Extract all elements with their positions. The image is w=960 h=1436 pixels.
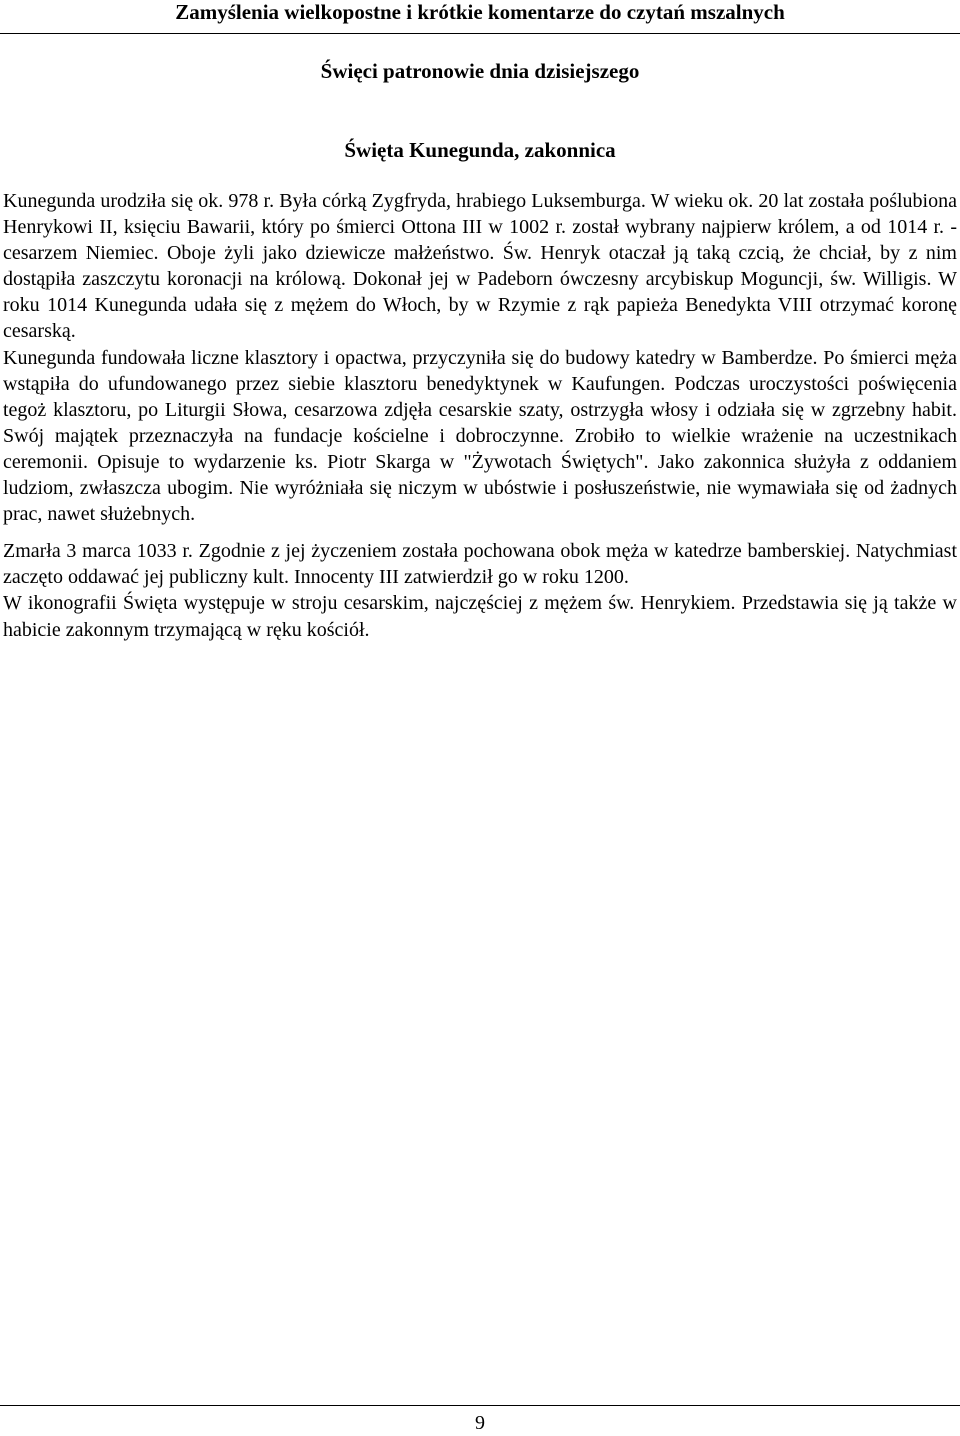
page-header: [0, 0, 960, 34]
page-number: 9: [475, 1412, 485, 1434]
paragraph-life: Kunegunda urodziła się ok. 978 r. Była córką Zygfryda, hrabiego Luksemburga. W wieku ok. 20 lat została poślubiona Henrykowi II, księciu Bawarii, który po śmierci Ottona III w 1002 r. został wybrany najpierw królem, a od 1014 r. - cesarzem Niemiec. Oboje żyli jako dziewicze małżeństwo. Św. Henryk otaczał ją taką czcią, że chciał, by z nim dostąpiła zaszczytu koronacji na królową. Dokonał jej w Padeborn ówczesny arcybiskup Moguncji, św. Willigis. W roku 1014 Kunegunda udała się z mężem do Włoch, by w Rzymie z rąk papieża Benedykta VIII otrzymać koronę cesarską.: [3, 190, 957, 343]
saint-title: Święta Kunegunda, zakonnica: [344, 138, 616, 162]
paragraph-foundations: Kunegunda fundowała liczne klasztory i opactwa, przyczyniła się do budowy katedry w Bamberdze. Po śmierci męża wstąpiła do ufundowanego przez siebie klasztoru benedyktynek w Kaufungen. Podczas uroczystości poświęcenia tegoż klasztoru, po Liturgii Słowa, cesarzowa zdjęła cesarskie szaty, ostrzygła włosy i odziała się w zgrzebny habit. Swój majątek przeznaczyła na fundacje kościelne i dobroczynne. Zrobiło to wielkie wrażenie na uczestnikach ceremonii. Opisuje to wydarzenie ks. Piotr Skarga w "Żywotach Świętych". Jako zakonnica służyła z oddaniem ludziom, zwłaszcza ubogim. Nie wyróżniała się niczym w ubóstwie i posłuszeństwie, nie wymawiała się od żadnych prac, nawet służebnych.: [3, 346, 957, 526]
section-heading: Święci patronowie dnia dzisiejszego: [320, 59, 640, 83]
paragraph-death: Zmarła 3 marca 1033 r. Zgodnie z jej życzeniem została pochowana obok męża w katedrze bamberskiej. Natychmiast zaczęto oddawać jej publiczny kult. Innocenty III zatwierdził go w roku 1200.: [3, 540, 957, 589]
document-title: Zamyślenia wielkopostne i krótkie komentarze do czytań mszalnych: [175, 0, 785, 24]
paragraph-iconography: W ikonografii Święta występuje w stroju cesarskim, najczęściej z mężem św. Henrykiem. Przedstawia się ją także w habicie zakonnym trzymającą w ręku kościół.: [3, 592, 957, 641]
article-body: [3, 188, 957, 643]
